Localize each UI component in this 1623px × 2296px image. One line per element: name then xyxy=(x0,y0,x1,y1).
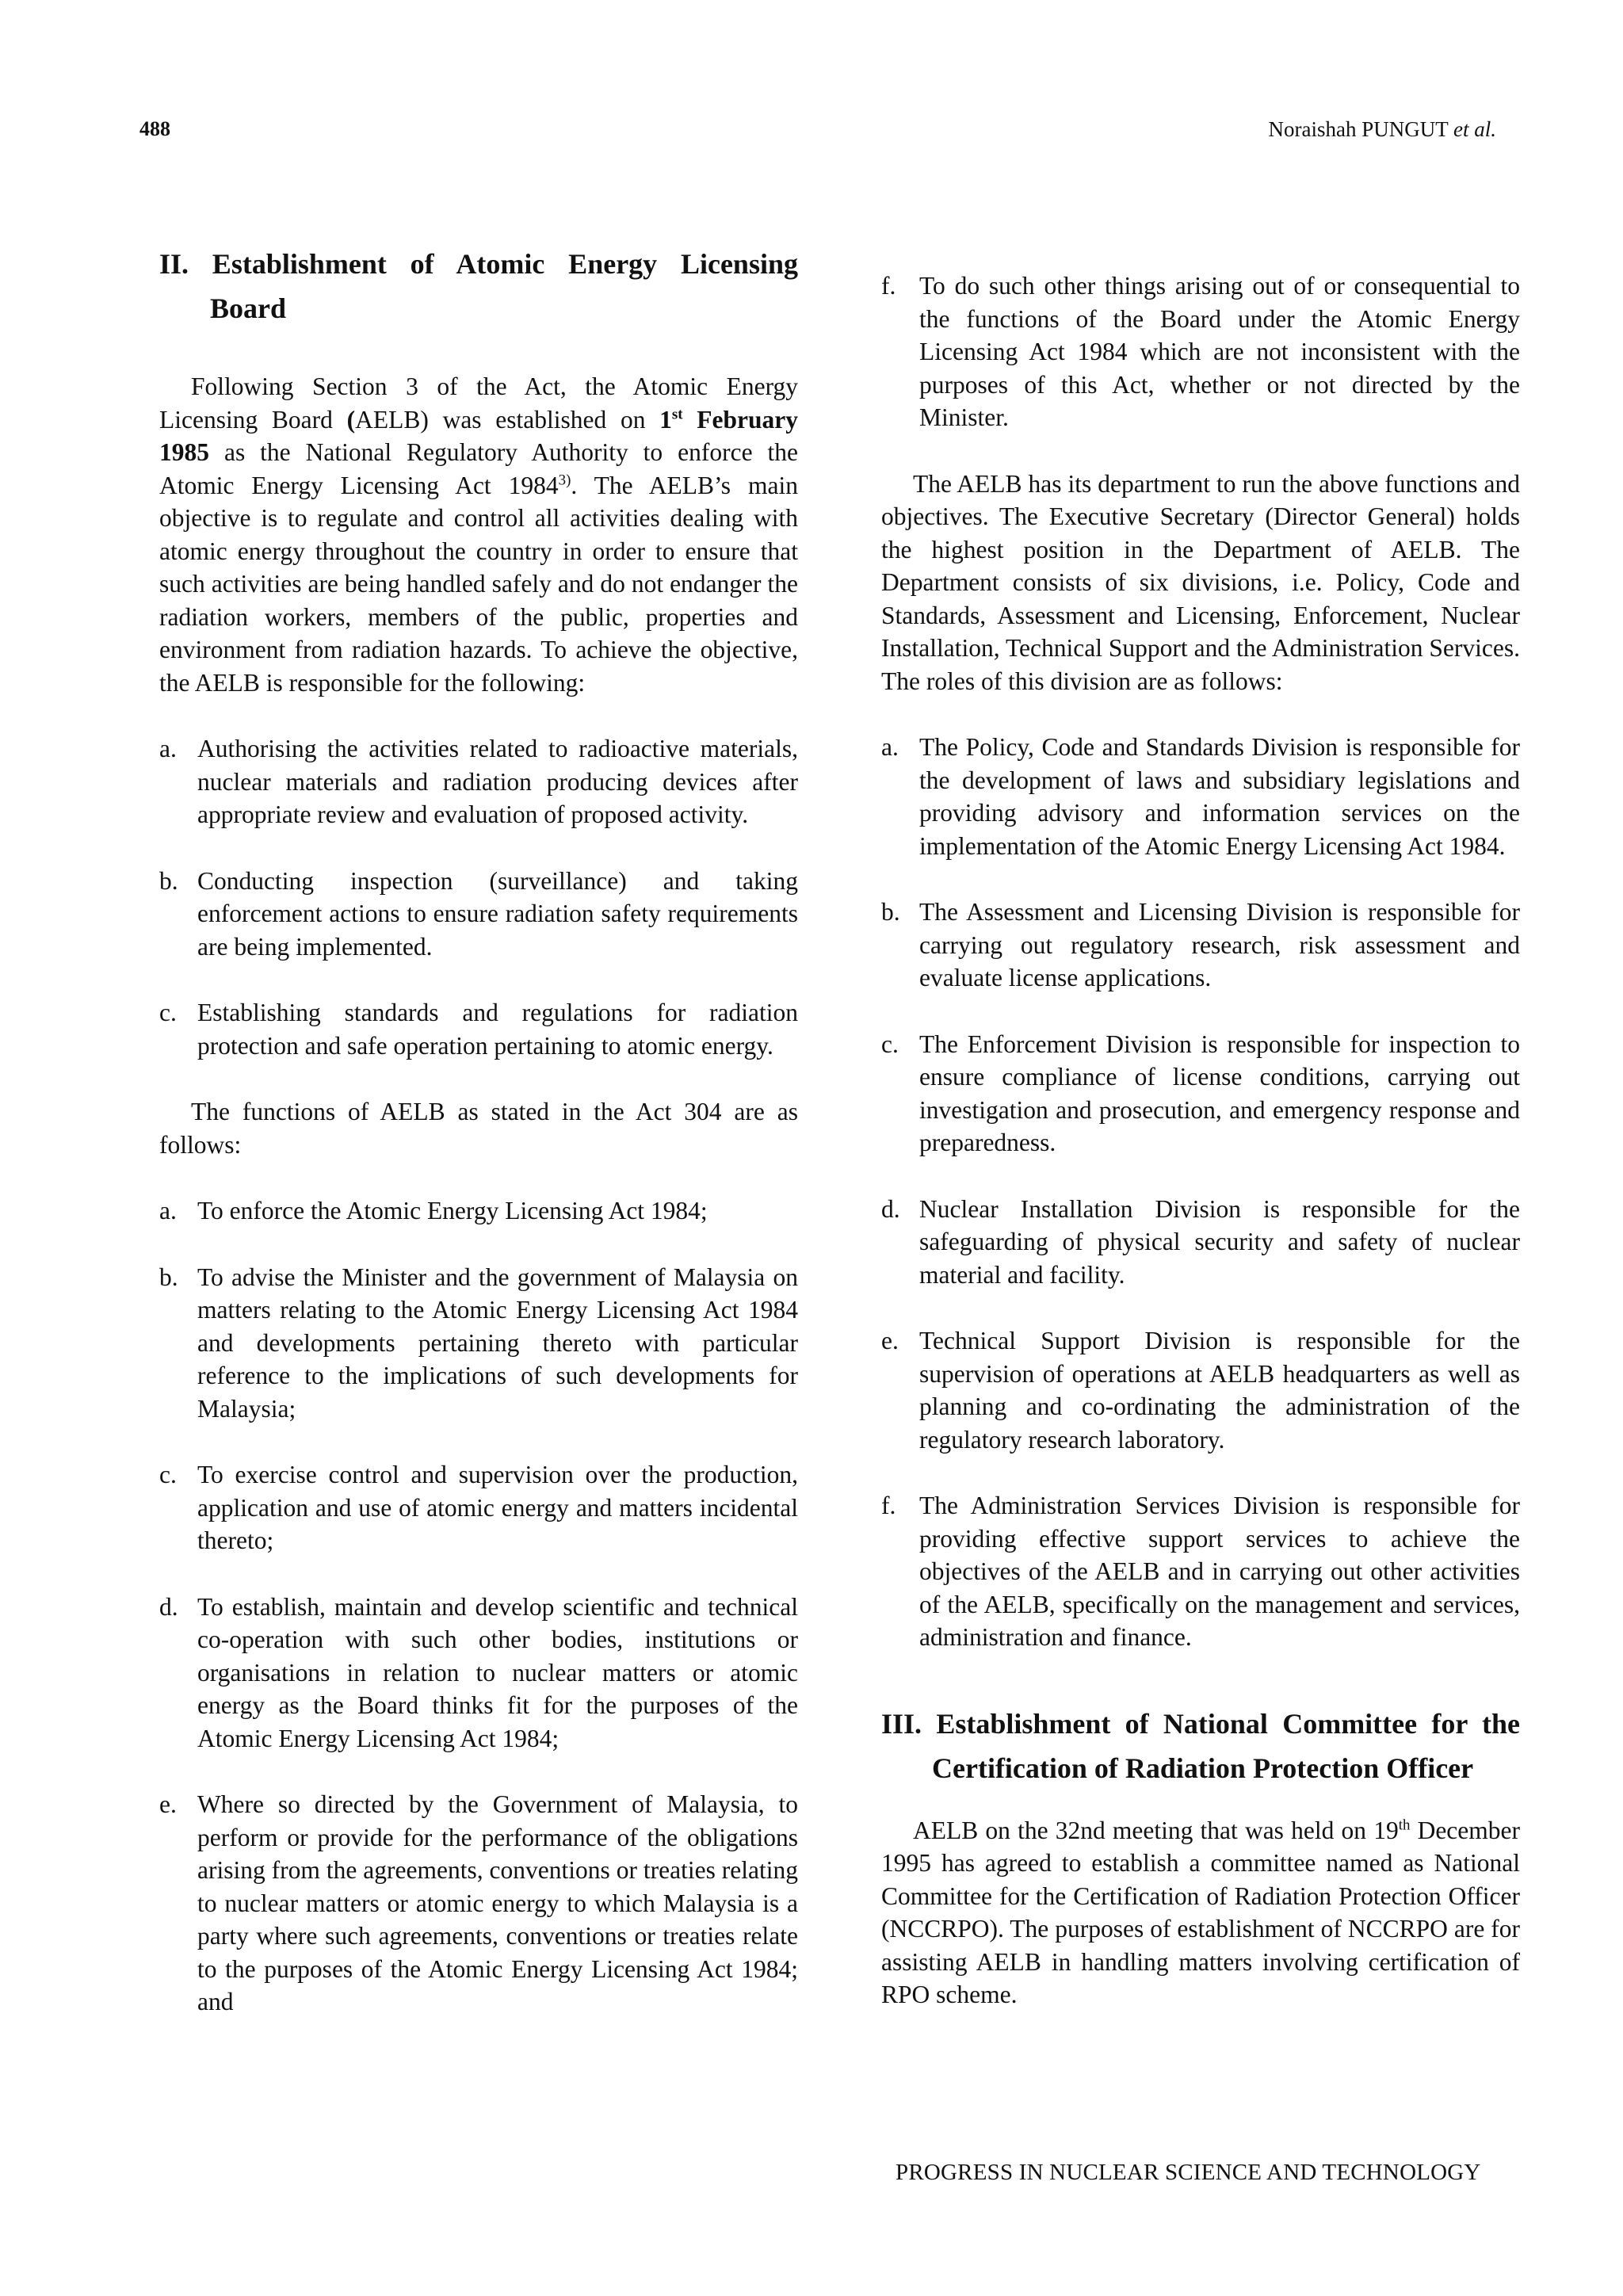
list-marker: c. xyxy=(159,999,177,1026)
list-item-text: The Policy, Code and Standards Division is responsible for the development of laws and subsidiary legislations and providing advisory and information services on the implementation of the Atomic Energy Licensing Act 1984. xyxy=(919,733,1520,860)
list-marker: d. xyxy=(159,1592,178,1621)
list-marker: b. xyxy=(159,1263,178,1291)
list-item xyxy=(881,269,1520,434)
list-item-text: Technical Support Division is responsible for the supervision of operations at AELB headquarters as well as planning and co-ordinating the administration of the regulatory research laboratory. xyxy=(919,1327,1520,1454)
list-item-text: To enforce the Atomic Energy Licensing Act 1984; xyxy=(197,1197,708,1224)
list-item-text: Where so directed by the Government of Malaysia, to perform or provide for the performance of the obligations arising from the agreements, conventions or treaties relating to nuclear matters or atomic energy to which Malaysia is a party where such agreements, conventions or treaties relate to the purposes of the Atomic Energy Licensing Act 1984; and xyxy=(197,1790,798,2015)
list-item-text: To advise the Minister and the government of Malaysia on matters relating to the Atomic Energy Licensing Act 1984 and developments pertaining thereto with particular reference to the implications of such developments for Malaysia; xyxy=(197,1263,798,1423)
running-head xyxy=(1269,117,1496,142)
right-column xyxy=(881,269,1520,2011)
list-item-text: To exercise control and supervision over the production, application and use of atomic energy and matters incidental thereto; xyxy=(197,1461,798,1554)
journal-footer: PROGRESS IN NUCLEAR SCIENCE AND TECHNOLOGY xyxy=(896,2160,1481,2185)
list-marker: e. xyxy=(159,1790,177,1818)
list-marker: a. xyxy=(881,733,899,761)
list-marker: f. xyxy=(881,1492,896,1519)
list-marker: d. xyxy=(881,1194,900,1223)
list-item xyxy=(881,1028,1520,1159)
department-paragraph: The AELB has its department to run the above functions and objectives. The Executive Secretary (Director General) holds the highest position in the Department of AELB. The Department consists of six divisions, i.e. Policy, Code and Standards, Assessment and Licensing, Enforcement, Nuclear Installation, Technical Support and the Administration Services. The roles of this division are as follows: xyxy=(881,469,1520,695)
nccrpo-sup: th xyxy=(1398,1817,1411,1833)
date-rest: February 1985 xyxy=(159,405,798,466)
list-item xyxy=(159,996,798,1062)
list-marker: c. xyxy=(881,1030,899,1058)
functions-intro: The functions of AELB as stated in the Act 304 are as follows: xyxy=(159,1098,798,1159)
page-number: 488 xyxy=(139,117,170,140)
list-marker: c. xyxy=(159,1461,177,1488)
division-list xyxy=(881,731,1520,1654)
left-column xyxy=(159,242,798,2019)
et-al: et al. xyxy=(1453,117,1496,141)
citation-ref: 3) xyxy=(558,472,571,488)
list-marker: a. xyxy=(159,735,177,762)
list-item-text: Nuclear Installation Division is responsible for the safeguarding of physical security and safety of nuclear material and facility. xyxy=(919,1194,1520,1289)
nccrpo-paragraph xyxy=(881,1814,1520,2011)
list-item-text: The Administration Services Division is responsible for providing effective support services to achieve the objectives of the AELB and in carrying out other activities of the AELB, specifically on the management and services, administration and finance. xyxy=(919,1492,1520,1651)
list-item-text: To establish, maintain and develop scientific and technical co-operation with such other bodies, institutions or organisations in relation to nuclear matters or atomic energy as the Board thinks fit for the purposes of the Atomic Energy Licensing Act 1984; xyxy=(197,1592,798,1752)
list-item xyxy=(159,732,798,831)
functions-list-continued xyxy=(881,269,1520,434)
intro-paragraph xyxy=(159,370,798,699)
section-heading-ii: II. Establishment of Atomic Energy Licensing Board xyxy=(159,248,798,324)
list-item xyxy=(881,731,1520,862)
intro-text-3: as the National Regulatory Authority to enforce the Atomic Energy Licensing Act 1984 xyxy=(159,438,798,499)
list-item-text: Conducting inspection (surveillance) and taking enforcement actions to ensure radiation safety requirements are being implemented. xyxy=(197,866,798,961)
date-day-sup: st xyxy=(671,406,683,422)
intro-text-2: AELB) was established on xyxy=(355,405,660,434)
date-day: 1 xyxy=(659,405,672,434)
list-item-text: The Assessment and Licensing Division is responsible for carrying out regulatory research, risk assessment and evaluate license applications. xyxy=(919,898,1520,991)
list-item xyxy=(159,1788,798,2019)
list-item-text: Establishing standards and regulations for radiation protection and safe operation pertaining to atomic energy. xyxy=(197,999,798,1060)
list-item xyxy=(159,1261,798,1426)
intro-paren: ( xyxy=(346,405,356,434)
list-marker: a. xyxy=(159,1197,177,1224)
list-marker: f. xyxy=(881,272,896,300)
list-item xyxy=(159,1458,798,1557)
list-item xyxy=(159,865,798,964)
nccrpo-text-1: AELB on the 32nd meeting that was held on 19 xyxy=(913,1816,1399,1844)
list-marker: b. xyxy=(159,866,178,895)
list-item-text: To do such other things arising out of or consequential to the functions of the Board under the Atomic Energy Licensing Act 1984 which are not inconsistent with the purposes of this Act, whether or not directed by the Minister. xyxy=(919,272,1520,431)
nccrpo-text-2: December 1995 has agreed to establish a committee named as National Committee for the Certification of Radiation Protection Officer (NCCRPO). The purposes of establishment of NCCRPO are for assisting AELB in handling matters involving certification of RPO scheme. xyxy=(881,1816,1520,2008)
list-item xyxy=(159,1591,798,1755)
list-item xyxy=(881,1324,1520,1456)
list-item-text: The Enforcement Division is responsible for inspection to ensure compliance of license conditions, carrying out investigation and prosecution, and emergency response and preparedness. xyxy=(919,1030,1520,1156)
intro-text-1: Following Section 3 of the Act, the Atomic Energy Licensing Board xyxy=(159,372,798,434)
list-item-text: Authorising the activities related to radioactive materials, nuclear materials and radiation producing devices after appropriate review and evaluation of proposed activity. xyxy=(197,735,798,828)
section-heading-iii: III. Establishment of National Committee for the Certification of Radiation Protection Officer xyxy=(881,1707,1520,1784)
list-item xyxy=(159,1194,798,1228)
functions-list xyxy=(159,1194,798,2019)
author-names: Noraishah PUNGUT xyxy=(1268,117,1449,141)
list-marker: b. xyxy=(881,898,900,926)
list-item xyxy=(881,1489,1520,1654)
responsibility-list xyxy=(159,732,798,1062)
list-marker: e. xyxy=(881,1327,899,1354)
list-item xyxy=(881,896,1520,995)
intro-text-4: . The AELB’s main objective is to regulate and control all activities dealing with atomic energy throughout the country in order to ensure that such activities are being handled safely and do not endanger the radiation workers, members of the public, properties and environment from radiation hazards. To achieve the objective, the AELB is responsible for the following: xyxy=(159,471,798,697)
list-item xyxy=(881,1193,1520,1292)
